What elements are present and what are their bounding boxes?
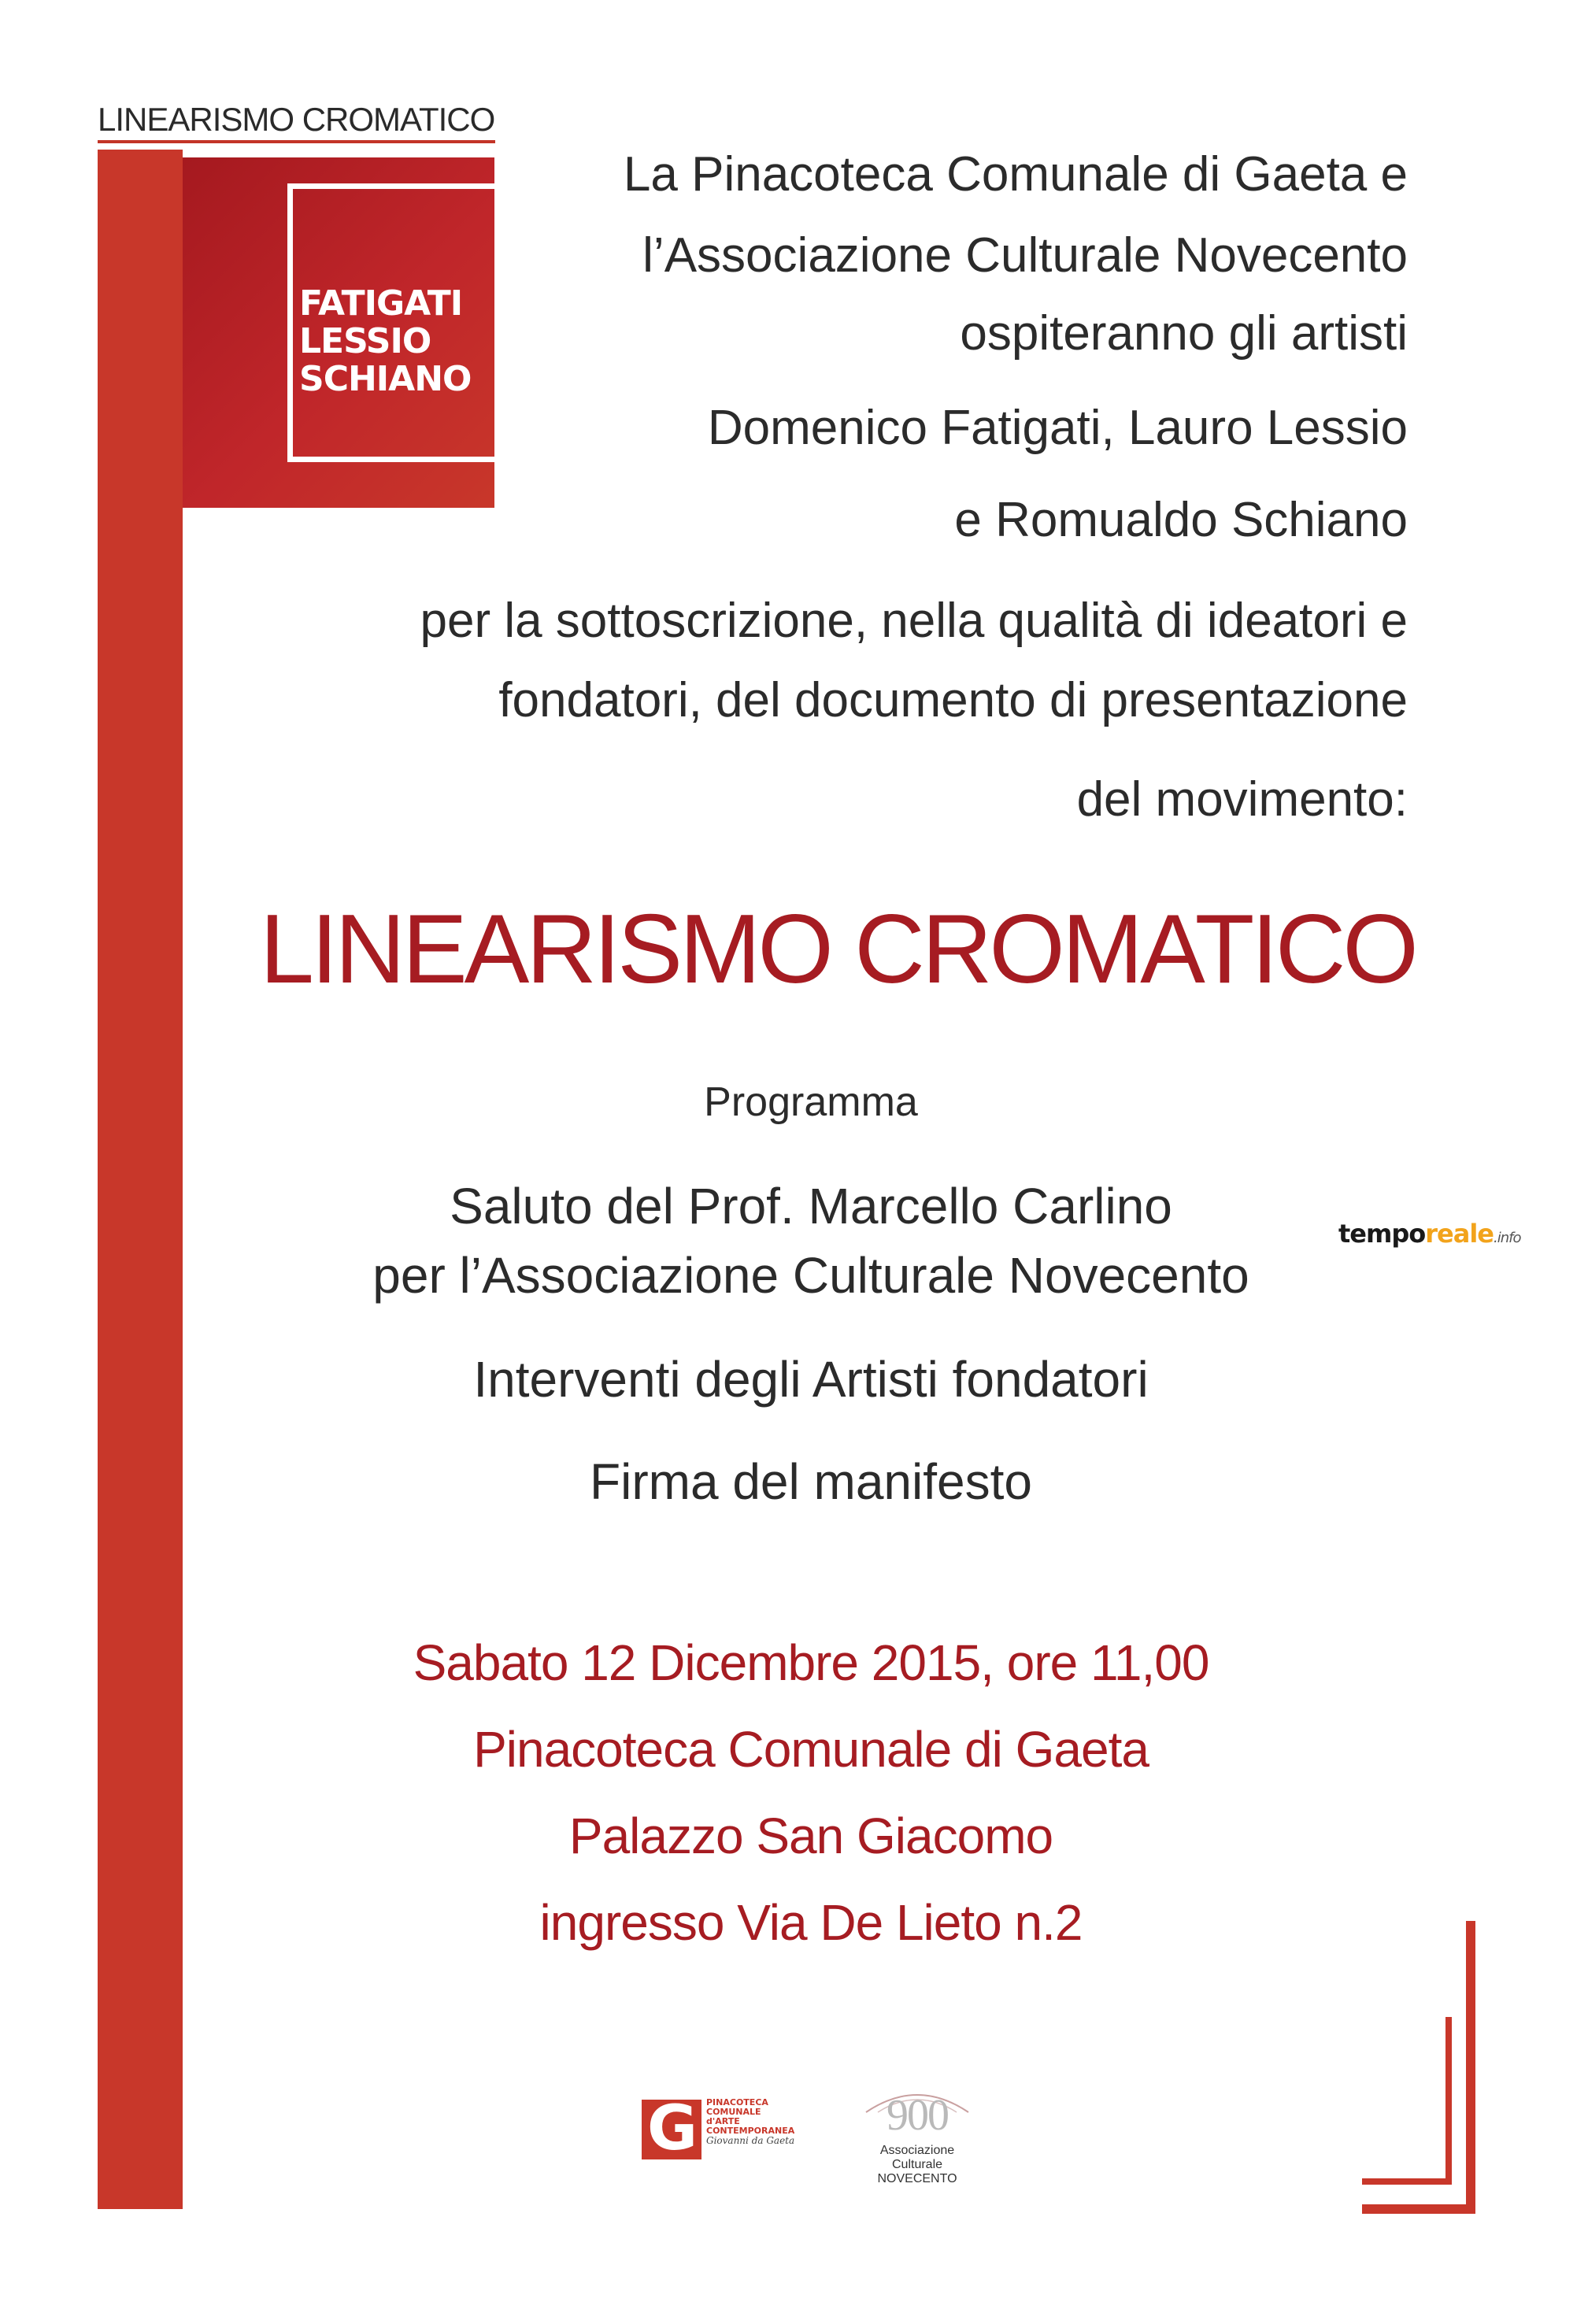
corner-decoration	[1362, 2204, 1475, 2214]
intro-line: fondatori, del documento di presentazione	[498, 673, 1408, 727]
temporeale-watermark	[1338, 1219, 1520, 1249]
movement-title: LINEARISMO CROMATICO	[260, 895, 1416, 1004]
programma-item: Saluto del Prof. Marcello Carlino	[450, 1178, 1172, 1234]
intro-line: ospiteranno gli artisti	[960, 306, 1408, 361]
watermark-part: tempo	[1338, 1219, 1426, 1249]
novecento-logo	[850, 2082, 984, 2185]
intro-line: Domenico Fatigati, Lauro Lessio	[707, 401, 1408, 455]
intro-line: l’Associazione Culturale Novecento	[642, 228, 1408, 283]
pinacoteca-line: COMUNALE	[706, 2107, 761, 2117]
left-red-bar	[98, 150, 183, 2209]
event-building: Palazzo San Giacomo	[568, 1808, 1053, 1864]
event-entrance: ingresso Via De Lieto n.2	[539, 1894, 1083, 1951]
event-venue: Pinacoteca Comunale di Gaeta	[473, 1721, 1149, 1778]
logo-name: SCHIANO	[299, 359, 472, 399]
pinacoteca-signature: Giovanni da Gaeta	[706, 2135, 795, 2146]
intro-line: La Pinacoteca Comunale di Gaeta e	[623, 147, 1408, 202]
header-label: LINEARISMO CROMATICO	[98, 101, 495, 138]
corner-decoration	[1362, 2178, 1452, 2185]
programma-item: Interventi degli Artisti fondatori	[473, 1351, 1149, 1408]
logo-name: FATIGATI	[299, 283, 463, 324]
corner-decoration	[1466, 1921, 1475, 2214]
novecento-line: Culturale	[891, 2158, 943, 2171]
programma-heading: Programma	[704, 1079, 918, 1125]
novecento-text	[850, 2144, 984, 2186]
logo-frame-left	[287, 183, 293, 462]
watermark-part: reale	[1425, 1219, 1494, 1249]
novecento-line: Associazione	[879, 2144, 955, 2157]
pinacoteca-line: PINACOTECA	[706, 2097, 768, 2108]
intro-line: per la sottoscrizione, nella qualità di ideatori e	[420, 594, 1408, 648]
programma-item: per l’Associazione Culturale Novecento	[372, 1247, 1249, 1304]
intro-text	[299, 134, 1408, 835]
pinacoteca-logo	[642, 2093, 795, 2164]
pinacoteca-text	[706, 2097, 795, 2146]
programma-item: Firma del manifesto	[590, 1453, 1032, 1510]
intro-line: del movimento:	[1076, 772, 1408, 827]
pinacoteca-line: CONTEMPORANEA	[706, 2126, 795, 2136]
logo-name: LESSIO	[299, 321, 431, 361]
event-date-time: Sabato 12 Dicembre 2015, ore 11,00	[413, 1634, 1209, 1691]
watermark-part: .info	[1493, 1230, 1521, 1246]
novecento-line: NOVECENTO	[877, 2172, 957, 2185]
corner-decoration	[1445, 2017, 1452, 2185]
pinacoteca-line: d'ARTE	[706, 2116, 740, 2126]
pinacoteca-g-letter: G	[646, 2093, 698, 2164]
novecento-number: 900	[887, 2091, 948, 2140]
intro-line: e Romualdo Schiano	[954, 493, 1408, 547]
